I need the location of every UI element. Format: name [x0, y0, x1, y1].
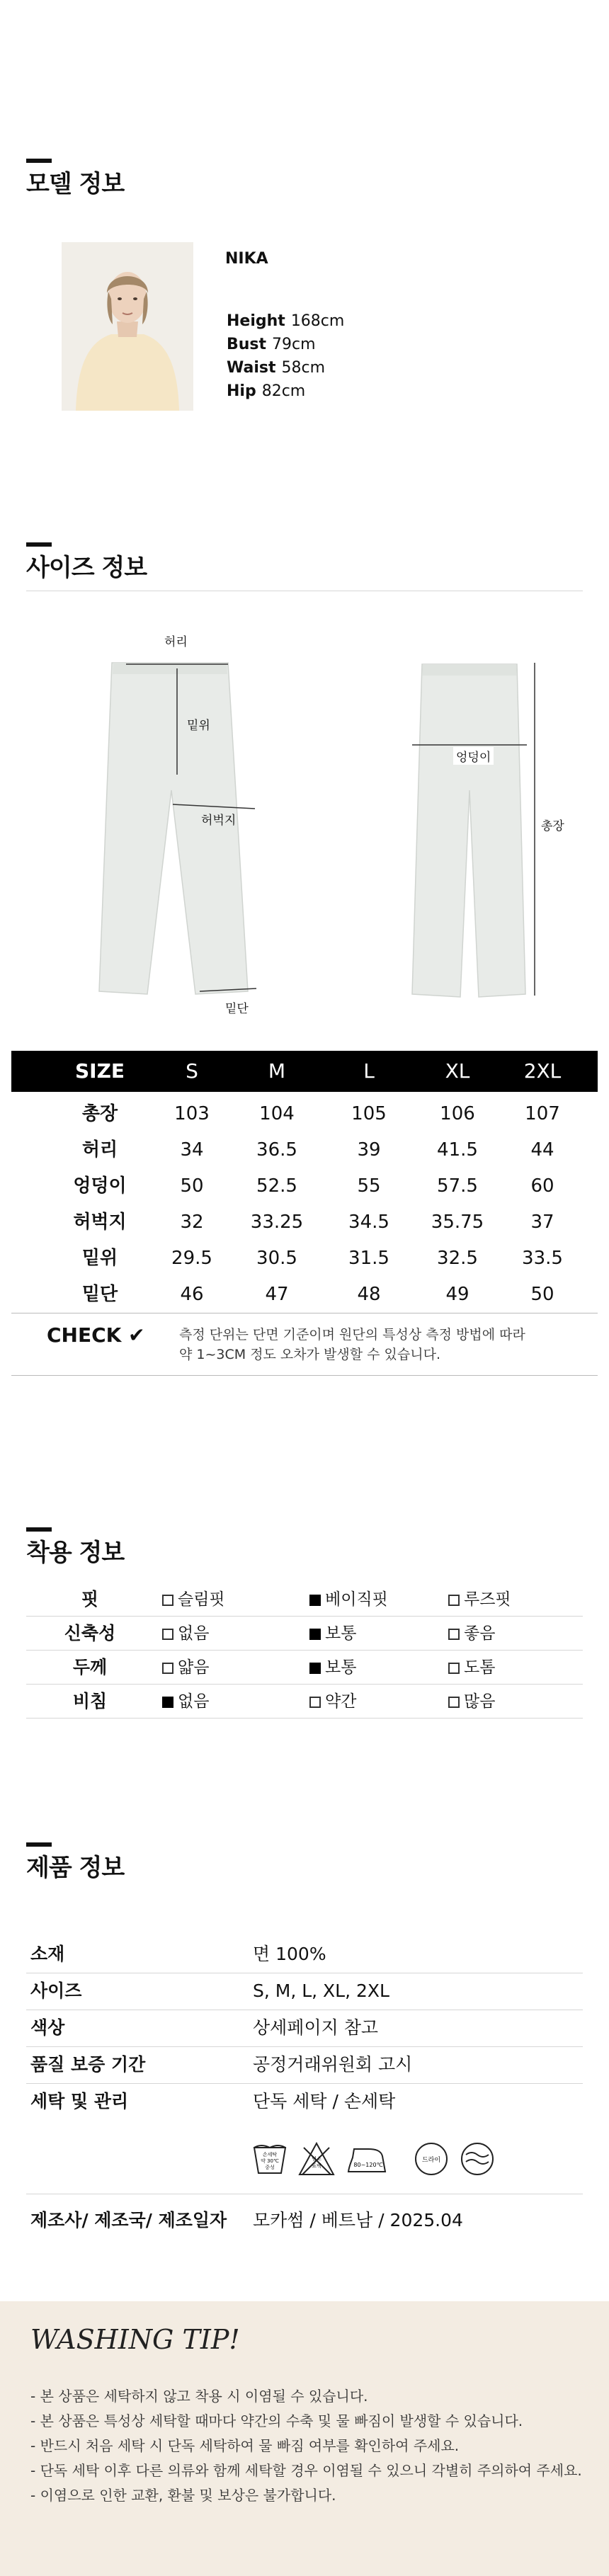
unchecked-box-icon — [162, 1595, 173, 1606]
stat-label: Height — [227, 312, 285, 330]
wear-info-title: 착용 정보 — [26, 1539, 125, 1567]
diagram-label-hem: 밑단 — [225, 1002, 249, 1016]
product-key: 세탁 및 관리 — [30, 2091, 129, 2111]
unchecked-box-icon — [448, 1697, 460, 1708]
unchecked-box-icon — [448, 1595, 460, 1606]
model-bust — [227, 336, 316, 353]
wear-option — [309, 1617, 356, 1651]
wear-label: 두께 — [72, 1657, 108, 1677]
checked-box-icon — [309, 1663, 321, 1674]
washing-tip-line: - 이염으로 인한 교환, 환불 및 보상은 불가합니다. — [30, 2487, 336, 2504]
size-cell: 33.5 — [522, 1248, 563, 1269]
row-label: 허벅지 — [73, 1212, 127, 1233]
model-height — [227, 312, 344, 330]
wear-label: 핏 — [81, 1589, 99, 1609]
check-note-line: 측정 단위는 단면 기준이며 원단의 특성상 측정 방법에 따라 — [179, 1327, 525, 1343]
stat-label: Waist — [227, 359, 276, 377]
washing-tip-line: - 반드시 처음 세탁 시 단독 세탁하여 물 빠짐 여부를 확인하여 주세요. — [30, 2437, 460, 2454]
size-cell: 32 — [180, 1212, 204, 1233]
wear-row — [26, 1583, 583, 1617]
stat-value: 168cm — [290, 312, 345, 330]
check-note — [179, 1325, 525, 1364]
check-mark-icon: ✔ — [128, 1323, 145, 1347]
product-value: 상세페이지 참고 — [253, 2017, 378, 2038]
hand-wash-30-icon — [251, 2141, 288, 2177]
wear-row — [26, 1651, 583, 1685]
size-cell: 106 — [440, 1103, 475, 1124]
product-value: 면 100% — [253, 1944, 326, 1964]
wear-option — [448, 1651, 495, 1685]
row-label: 허리 — [81, 1139, 118, 1161]
product-row — [26, 2046, 583, 2083]
size-cell: 34 — [180, 1139, 204, 1161]
wear-row — [26, 1685, 583, 1719]
wear-option — [448, 1617, 495, 1651]
size-cell: 44 — [530, 1139, 554, 1161]
size-table-row — [11, 1096, 598, 1132]
iron-80-120-icon — [346, 2141, 388, 2177]
washing-tip-line: - 본 상품은 세탁하지 않고 착용 시 이염될 수 있습니다. — [30, 2388, 368, 2405]
wear-option — [448, 1685, 495, 1719]
size-cell: 49 — [445, 1284, 469, 1305]
wear-option-text: 약간 — [325, 1692, 357, 1711]
size-cell: 46 — [180, 1284, 204, 1305]
wear-row — [26, 1617, 583, 1651]
product-key: 품질 보증 기간 — [30, 2054, 146, 2075]
product-info-title: 제품 정보 — [26, 1854, 125, 1882]
care-text: 표백 — [312, 2163, 321, 2169]
wear-option-text: 루즈핏 — [464, 1590, 511, 1609]
wear-option-text: 슬림핏 — [178, 1590, 225, 1609]
section-marker — [26, 1842, 52, 1847]
model-hip — [227, 382, 305, 400]
care-text: 약 30℃ — [261, 2158, 279, 2164]
wear-option — [309, 1685, 356, 1719]
product-row — [26, 1936, 583, 1973]
wear-option-text: 얇음 — [178, 1658, 210, 1677]
product-key: 색상 — [30, 2017, 65, 2038]
header-cell: L — [363, 1059, 375, 1083]
header-cell: XL — [445, 1059, 470, 1083]
wear-label: 신축성 — [64, 1623, 116, 1643]
care-text: 염소 — [312, 2156, 321, 2162]
section-marker — [26, 159, 52, 163]
header-cell: S — [186, 1059, 198, 1083]
size-table-header — [11, 1051, 598, 1092]
care-text: 80~120℃ — [353, 2162, 383, 2168]
model-photo — [62, 242, 193, 411]
size-cell: 105 — [351, 1103, 387, 1124]
wear-option-text: 없음 — [178, 1692, 210, 1711]
section-marker — [26, 1527, 52, 1532]
wear-option — [448, 1583, 511, 1617]
checked-box-icon — [162, 1697, 173, 1708]
header-cell: 2XL — [523, 1059, 562, 1083]
size-cell: 32.5 — [437, 1248, 478, 1269]
unchecked-box-icon — [309, 1697, 321, 1708]
unchecked-box-icon — [448, 1629, 460, 1640]
size-info-title: 사이즈 정보 — [26, 554, 147, 582]
wear-label: 비침 — [72, 1691, 108, 1711]
diagram-label-waist: 허리 — [164, 635, 188, 649]
wear-option-text: 없음 — [178, 1624, 210, 1643]
check-label-text: CHECK — [47, 1323, 122, 1347]
size-cell: 47 — [265, 1284, 289, 1305]
check-note-line: 약 1~3CM 정도 오차가 발생할 수 있습니다. — [179, 1347, 440, 1362]
wear-option — [162, 1651, 209, 1685]
unchecked-box-icon — [162, 1629, 173, 1640]
model-info-title: 모델 정보 — [26, 170, 125, 198]
washing-tip-title: WASHING TIP! — [30, 2324, 240, 2355]
model-waist — [227, 359, 325, 377]
divider — [11, 1375, 598, 1376]
size-cell: 37 — [530, 1212, 554, 1233]
wear-option — [162, 1583, 225, 1617]
section-marker — [26, 542, 52, 547]
row-label: 엉덩이 — [73, 1175, 127, 1197]
size-cell: 33.25 — [250, 1212, 304, 1233]
maker-key: 제조사/ 제조국/ 제조일자 — [30, 2210, 227, 2230]
dry-clean-icon — [413, 2141, 450, 2177]
checked-box-icon — [309, 1629, 321, 1640]
size-cell: 55 — [357, 1175, 381, 1197]
care-text: 중성 — [265, 2165, 275, 2170]
size-cell: 103 — [174, 1103, 210, 1124]
product-row — [26, 2010, 583, 2046]
size-cell: 60 — [530, 1175, 554, 1197]
check-label — [47, 1323, 145, 1347]
wear-option-text: 많음 — [464, 1692, 496, 1711]
wear-option-text: 좋음 — [464, 1624, 496, 1643]
size-table-row — [11, 1277, 598, 1312]
size-cell: 29.5 — [171, 1248, 212, 1269]
size-cell: 107 — [525, 1103, 560, 1124]
wear-option — [309, 1651, 356, 1685]
size-cell: 57.5 — [437, 1175, 478, 1197]
washing-tip-line: - 단독 세탁 이후 다른 의류와 함께 세탁할 경우 이염될 수 있으니 각별히 주의하여 주세요. — [30, 2462, 582, 2479]
wear-option — [309, 1583, 388, 1617]
size-cell: 41.5 — [437, 1139, 478, 1161]
product-value: 공정거래위원회 고시 — [253, 2054, 413, 2075]
unchecked-box-icon — [448, 1663, 460, 1674]
size-cell: 39 — [357, 1139, 381, 1161]
size-cell: 50 — [180, 1175, 204, 1197]
size-cell: 31.5 — [348, 1248, 389, 1269]
washing-tip-line: - 본 상품은 특성상 세탁할 때마다 약간의 수축 및 물 빠짐이 발생할 수 있습니다. — [30, 2412, 523, 2429]
size-table-row — [11, 1241, 598, 1276]
stat-value: 82cm — [261, 382, 306, 400]
product-key: 소재 — [30, 1944, 65, 1964]
size-cell: 30.5 — [256, 1248, 297, 1269]
checked-box-icon — [309, 1595, 321, 1606]
product-row — [26, 2083, 583, 2120]
stat-label: Bust — [227, 336, 267, 353]
care-text: 손세탁 — [262, 2152, 278, 2158]
row-label: 밑단 — [81, 1284, 118, 1305]
wear-option-text: 보통 — [325, 1624, 357, 1643]
no-bleach-icon — [298, 2141, 335, 2177]
diagram-label-rise: 밑위 — [187, 719, 210, 733]
diagram-label-thigh: 허벅지 — [201, 814, 237, 828]
unchecked-box-icon — [162, 1663, 173, 1674]
row-label: 밑위 — [81, 1248, 118, 1269]
maker-value: 모카썸 / 베트남 / 2025.04 — [253, 2210, 463, 2230]
diagram-label-length: 총장 — [541, 819, 564, 833]
maker-row — [26, 2202, 583, 2239]
stat-label: Hip — [227, 382, 256, 400]
size-cell: 36.5 — [256, 1139, 297, 1161]
wear-option-text: 베이직핏 — [325, 1590, 388, 1609]
size-cell: 104 — [259, 1103, 295, 1124]
size-cell: 34.5 — [348, 1212, 389, 1233]
wear-option — [162, 1685, 209, 1719]
row-label: 총장 — [81, 1103, 118, 1124]
stat-value: 79cm — [272, 336, 316, 353]
product-row — [26, 1973, 583, 2010]
no-tumble-dry-icon — [459, 2141, 496, 2177]
model-figure-image — [62, 242, 193, 411]
size-cell: 48 — [357, 1284, 381, 1305]
product-value: S, M, L, XL, 2XL — [253, 1981, 389, 2001]
wear-option — [162, 1617, 209, 1651]
header-cell: SIZE — [74, 1059, 125, 1083]
wear-option-text: 도톰 — [464, 1658, 496, 1677]
header-cell: M — [268, 1059, 286, 1083]
size-table-row — [11, 1204, 598, 1240]
stat-value: 58cm — [281, 359, 326, 377]
wear-option-text: 보통 — [325, 1658, 357, 1677]
size-cell: 35.75 — [431, 1212, 484, 1233]
size-cell: 50 — [530, 1284, 554, 1305]
size-diagram — [0, 623, 609, 1020]
size-table-row — [11, 1168, 598, 1204]
product-key: 사이즈 — [30, 1981, 82, 2001]
size-cell: 52.5 — [256, 1175, 297, 1197]
model-name: NIKA — [225, 250, 268, 268]
product-value: 단독 세탁 / 손세탁 — [253, 2091, 396, 2111]
diagram-label-hip: 엉덩이 — [453, 747, 494, 765]
care-text: 드라이 — [421, 2157, 441, 2164]
size-table-row — [11, 1132, 598, 1168]
